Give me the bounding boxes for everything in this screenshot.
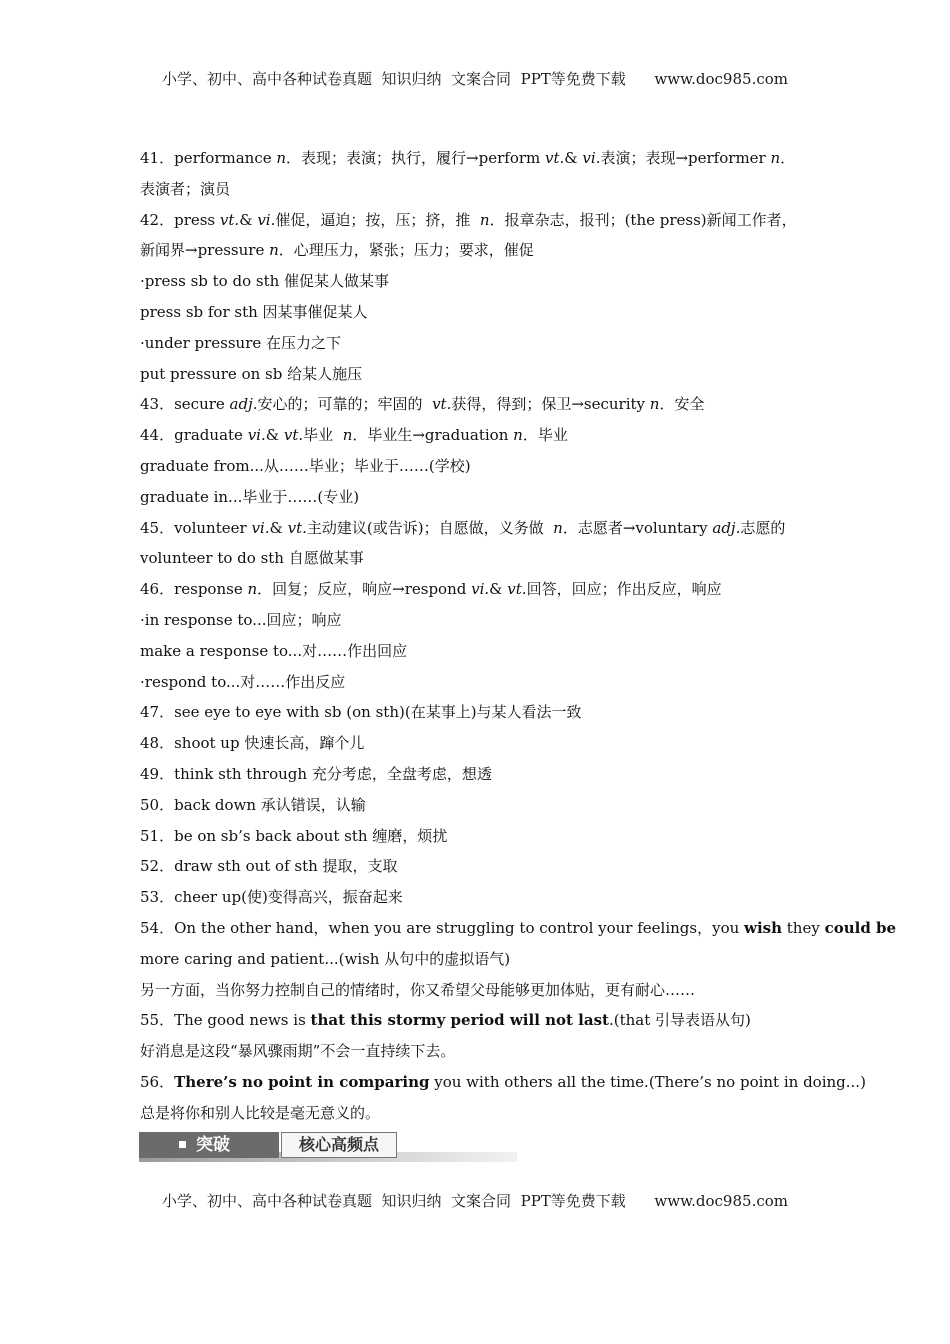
text-segment: ． xyxy=(780,149,796,167)
italic-text: n xyxy=(479,210,490,229)
text-segment: 45．volunteer xyxy=(140,518,252,537)
text-line xyxy=(140,482,830,513)
italic-text: vt. xyxy=(507,580,527,599)
text-segment: & xyxy=(265,426,284,445)
bold-text: wish xyxy=(744,918,783,937)
text-segment: 50．back down 承认错误，认输 xyxy=(140,795,366,814)
text-line xyxy=(140,328,830,359)
text-segment: ·under pressure 在压力之下 xyxy=(140,333,342,352)
text-segment: ．回复；反应，响应→respond xyxy=(257,580,472,599)
section-label-tab xyxy=(139,1132,279,1158)
text-segment: ．报章杂志，报刊；(the press)新闻工作者， xyxy=(489,210,797,229)
italic-text: n xyxy=(553,518,563,537)
square-bullet-icon xyxy=(179,1141,186,1148)
text-segment: 43．secure xyxy=(140,395,230,414)
text-line xyxy=(140,513,830,544)
text-segment: 41．performance xyxy=(140,149,277,167)
text-line xyxy=(140,636,830,667)
text-segment: ·respond to...对……作出反应 xyxy=(140,672,346,691)
text-line xyxy=(140,913,897,944)
italic-text: n xyxy=(649,395,660,414)
text-segment: 51．be on sb’s back about sth 缠磨，烦扰 xyxy=(140,826,448,845)
text-line xyxy=(140,975,830,1006)
italic-text: vt. xyxy=(545,149,565,167)
text-line xyxy=(140,174,830,205)
text-segment: 催促，逼迫；按，压；挤，推 xyxy=(275,210,480,229)
text-line xyxy=(140,728,830,759)
text-segment: 表演者；演员 xyxy=(140,179,231,198)
text-segment: ·press sb to do sth 催促某人做某事 xyxy=(140,272,390,291)
italic-text: n xyxy=(513,426,523,445)
italic-text: n xyxy=(342,426,353,445)
text-line xyxy=(140,1098,830,1129)
text-line xyxy=(140,667,830,698)
text-segment: .(that 引导表语从句) xyxy=(608,1011,751,1030)
italic-text: n xyxy=(276,149,287,167)
text-line xyxy=(140,266,830,297)
text-segment: & xyxy=(269,518,288,537)
text-line xyxy=(140,420,830,451)
text-segment: ．毕业生→graduation xyxy=(352,426,514,445)
text-segment: 主动建议(或告诉)；自愿做，义务做 xyxy=(306,518,554,537)
italic-text: n xyxy=(770,149,781,167)
text-segment: & xyxy=(489,580,508,599)
italic-text: vi. xyxy=(582,149,601,167)
text-segment: 48．shoot up 快速长高，蹿个儿 xyxy=(140,734,365,753)
text-line xyxy=(140,697,830,728)
text-segment: 42．press xyxy=(140,210,220,229)
text-segment: 52．draw sth out of sth 提取，支取 xyxy=(140,857,398,876)
text-segment: ．毕业 xyxy=(522,426,568,445)
text-segment: 毕业 xyxy=(303,426,343,445)
text-segment: graduate in...毕业于……(专业) xyxy=(140,487,360,506)
italic-text: vt. xyxy=(219,210,240,229)
text-line xyxy=(140,1005,830,1036)
text-segment: put pressure on sb 给某人施压 xyxy=(140,364,363,383)
italic-text: vi. xyxy=(247,426,266,445)
text-segment: ．安全 xyxy=(659,395,705,414)
text-segment: ．表现；表演；执行，履行→perform xyxy=(286,149,546,167)
text-segment: 表演；表现→performer xyxy=(600,149,771,167)
text-segment: 56． xyxy=(140,1072,175,1091)
italic-text: n xyxy=(247,580,258,599)
page-footer: 小学、初中、高中各种试卷真题 知识归纳 文案合同 PPT等免费下载 www.doc985.com xyxy=(161,1192,788,1210)
document-body xyxy=(140,143,897,1129)
text-segment: more caring and patient...(wish 从句中的虚拟语气) xyxy=(140,949,511,968)
italic-text: vt. xyxy=(432,395,452,414)
text-segment: ．志愿者→voluntary xyxy=(562,518,713,537)
text-line xyxy=(140,543,830,574)
italic-text: n xyxy=(269,241,279,260)
text-line xyxy=(140,205,830,236)
italic-text: adj. xyxy=(229,395,258,414)
text-line xyxy=(140,1036,830,1067)
text-line xyxy=(140,1067,866,1098)
text-segment: 53．cheer up(使)变得高兴，振奋起来 xyxy=(140,888,403,907)
section-subtitle-tab: 核心高频点 xyxy=(281,1132,397,1158)
italic-text: vi. xyxy=(251,518,270,537)
section-heading-bar xyxy=(139,1132,517,1162)
text-segment: press sb for sth 因某事催促某人 xyxy=(140,302,368,321)
text-segment: 好消息是这段“暴风骤雨期”不会一直持续下去。 xyxy=(140,1042,456,1061)
text-line xyxy=(140,605,830,636)
bold-text: There’s no point in comparing xyxy=(174,1072,430,1091)
page-header: 小学、初中、高中各种试卷真题 知识归纳 文案合同 PPT等免费下载 www.doc985.com xyxy=(161,70,788,88)
text-line xyxy=(140,143,830,174)
text-line xyxy=(140,851,830,882)
text-line xyxy=(140,389,830,420)
italic-text: vt. xyxy=(283,426,304,445)
text-segment: graduate from...从……毕业；毕业于……(学校) xyxy=(140,456,471,475)
bold-text: that this stormy period will not last xyxy=(310,1011,609,1030)
text-segment: 55．The good news is xyxy=(140,1011,311,1030)
text-segment: 另一方面，当你努力控制自己的情绪时，你又希望父母能够更加体贴，更有耐心…… xyxy=(140,980,696,999)
text-segment: you with others all the time.(There’s no point in doing...) xyxy=(429,1072,866,1091)
text-line xyxy=(140,944,830,975)
text-segment: & xyxy=(564,149,583,167)
text-segment: 新闻界→pressure xyxy=(140,241,270,260)
text-line xyxy=(140,821,830,852)
text-line xyxy=(140,574,830,605)
text-segment: & xyxy=(239,210,258,229)
bold-text: could be xyxy=(824,918,897,937)
text-segment: 志愿的 xyxy=(740,518,786,537)
text-line xyxy=(140,882,830,913)
italic-text: vi. xyxy=(257,210,276,229)
text-segment: 44．graduate xyxy=(140,426,248,445)
text-segment: 47．see eye to eye with sb (on sth)(在某事上)与某人看法一致 xyxy=(140,703,582,722)
text-segment: volunteer to do sth 自愿做某事 xyxy=(140,549,364,568)
text-segment: 安心的；可靠的；牢固的 xyxy=(257,395,433,414)
italic-text: vt. xyxy=(287,518,307,537)
text-line xyxy=(140,235,830,266)
text-segment: 49．think sth through 充分考虑，全盘考虑，想透 xyxy=(140,764,492,783)
text-segment: 获得，得到；保卫→security xyxy=(451,395,650,414)
text-segment: 总是将你和别人比较是毫无意义的。 xyxy=(140,1103,381,1122)
text-segment: 54．On the other hand，when you are struggling to control your feelings，you xyxy=(140,918,745,937)
section-label: 突破 xyxy=(196,1135,230,1155)
text-line xyxy=(140,297,830,328)
italic-text: vi. xyxy=(471,580,490,599)
text-segment: ．心理压力，紧张；压力；要求，催促 xyxy=(278,241,534,260)
text-segment: make a response to...对……作出回应 xyxy=(140,641,408,660)
text-line xyxy=(140,451,830,482)
text-segment: they xyxy=(782,918,825,937)
text-line xyxy=(140,790,830,821)
text-segment: 回答，回应；作出反应，响应 xyxy=(526,580,722,599)
text-line xyxy=(140,759,830,790)
text-line xyxy=(140,359,830,390)
italic-text: adj. xyxy=(712,518,741,537)
text-segment: 46．response xyxy=(140,580,248,599)
text-segment: ·in response to...回应；响应 xyxy=(140,610,342,629)
